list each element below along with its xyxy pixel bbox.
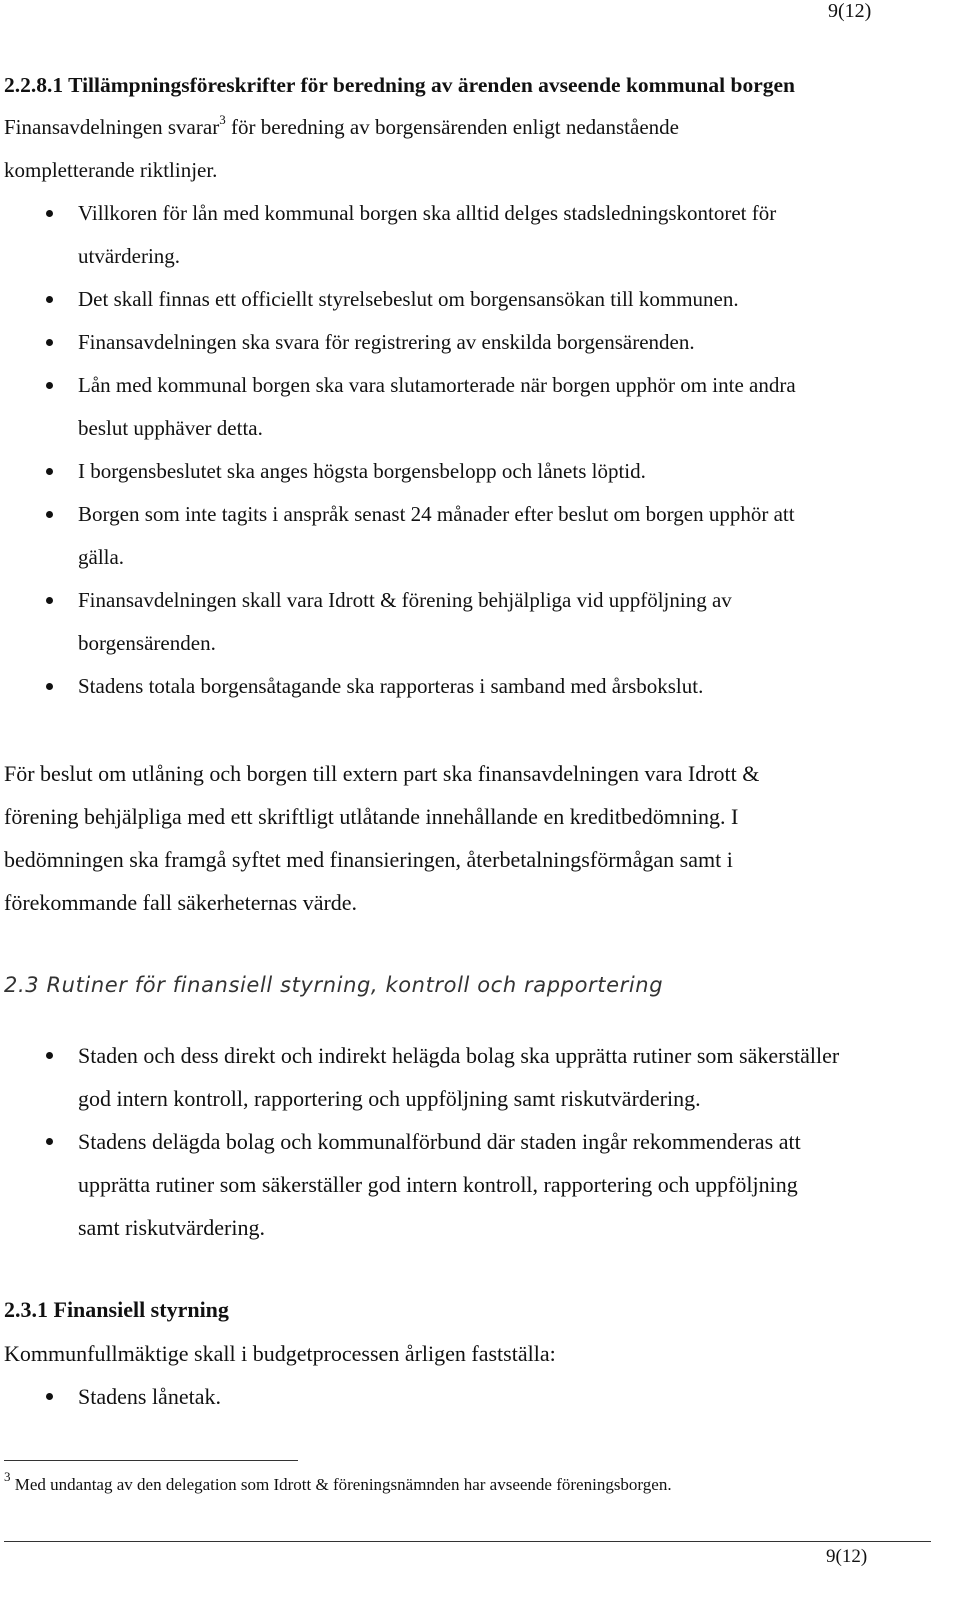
bullet-icon	[46, 597, 53, 604]
bullet-icon	[46, 339, 53, 346]
list-item	[0, 450, 960, 493]
section-heading-2-3: 2.3 Rutiner för finansiell styrning, kontroll och rapportering	[4, 973, 664, 997]
list-item-line: Stadens lånetak.	[78, 1384, 221, 1409]
bullet-icon	[46, 296, 53, 303]
footnote-reference[interactable]: 3	[219, 112, 226, 127]
list-item-line1: Finansavdelningen ska svara för registrering av enskilda borgensärenden.	[78, 330, 695, 354]
intro-paragraph-line2: kompletterande riktlinjer.	[4, 158, 218, 182]
budget-items-list	[0, 1375, 960, 1418]
intro-text-part1: Finansavdelningen svarar	[4, 115, 220, 139]
bullet-icon	[46, 1393, 53, 1400]
list-item	[0, 665, 960, 708]
footnote	[4, 1471, 672, 1499]
list-item-line1: Villkoren för lån med kommunal borgen ska alltid delges stadsledningskontoret för	[78, 201, 777, 225]
list-item	[0, 1034, 960, 1120]
control-routines-list	[0, 1034, 960, 1249]
list-item-line: upprätta rutiner som säkerställer god intern kontroll, rapportering och uppföljning	[78, 1172, 798, 1197]
intro-text-part2: för beredning av borgensärenden enligt nedanstående	[225, 115, 679, 139]
list-item-line: samt riskutvärdering.	[78, 1215, 265, 1240]
list-item-line1: Borgen som inte tagits i anspråk senast 24 månader efter beslut om borgen upphör att	[78, 502, 795, 526]
list-item-line1: Stadens totala borgensåtagande ska rapporteras i samband med årsbokslut.	[78, 674, 704, 698]
footnote-mark: 3	[4, 1469, 11, 1485]
list-item-line: Staden och dess direkt och indirekt helägda bolag ska upprätta rutiner som säkerställer	[78, 1043, 840, 1068]
bullet-icon	[46, 683, 53, 690]
list-item-line1: I borgensbeslutet ska anges högsta borgensbelopp och lånets löptid.	[78, 459, 646, 483]
bullet-icon	[46, 210, 53, 217]
footnote-text: Med undantag av den delegation som Idrott & föreningsnämnden har avseende föreningsborgen.	[10, 1475, 672, 1494]
section-2-3-1-intro: Kommunfullmäktige skall i budgetprocessen årligen fastställa:	[4, 1341, 556, 1366]
list-item-line1: Det skall finnas ett officiellt styrelsebeslut om borgensansökan till kommunen.	[78, 287, 739, 311]
paragraph-line: förening behjälpliga med ett skriftligt utlåtande innehållande en kreditbedömning. I	[4, 804, 739, 829]
paragraph-line: För beslut om utlåning och borgen till extern part ska finansavdelningen vara Idrott &	[4, 761, 760, 786]
list-item-line2: gälla.	[78, 545, 125, 569]
list-item	[0, 493, 960, 579]
paragraph-line: bedömningen ska framgå syftet med finansieringen, återbetalningsförmågan samt i	[4, 847, 733, 872]
list-item	[0, 278, 960, 321]
list-item	[0, 579, 960, 665]
bullet-icon	[46, 1138, 53, 1145]
section-heading-2-2-8-1: 2.2.8.1 Tillämpningsföreskrifter för beredning av ärenden avseende kommunal borgen	[4, 73, 795, 97]
list-item	[0, 1375, 960, 1418]
header-page-number: 9(12)	[828, 0, 872, 22]
list-item-line2: utvärdering.	[78, 244, 181, 268]
list-item-line2: beslut upphäver detta.	[78, 416, 263, 440]
credit-assessment-paragraph	[4, 752, 759, 924]
list-item-line1: Finansavdelningen skall vara Idrott & förening behjälpliga vid uppföljning av	[78, 588, 732, 612]
bullet-icon	[46, 382, 53, 389]
list-item	[0, 1120, 960, 1249]
list-item-line1: Lån med kommunal borgen ska vara slutamorterade när borgen upphör om inte andra	[78, 373, 796, 397]
list-item	[0, 192, 960, 278]
paragraph-line: förekommande fall säkerheternas värde.	[4, 890, 358, 915]
footnote-separator	[4, 1460, 298, 1461]
bullet-icon	[46, 511, 53, 518]
section-heading-2-3-1: 2.3.1 Finansiell styrning	[4, 1297, 229, 1322]
borgen-guidelines-list	[0, 192, 960, 708]
list-item	[0, 321, 960, 364]
intro-paragraph-line1	[4, 106, 679, 149]
bullet-icon	[46, 1052, 53, 1059]
list-item-line: god intern kontroll, rapportering och uppföljning samt riskutvärdering.	[78, 1086, 701, 1111]
footer-page-number: 9(12)	[826, 1546, 868, 1567]
list-item-line2: borgensärenden.	[78, 631, 216, 655]
list-item	[0, 364, 960, 450]
footer-rule	[4, 1541, 931, 1542]
bullet-icon	[46, 468, 53, 475]
list-item-line: Stadens delägda bolag och kommunalförbund där staden ingår rekommenderas att	[78, 1129, 801, 1154]
